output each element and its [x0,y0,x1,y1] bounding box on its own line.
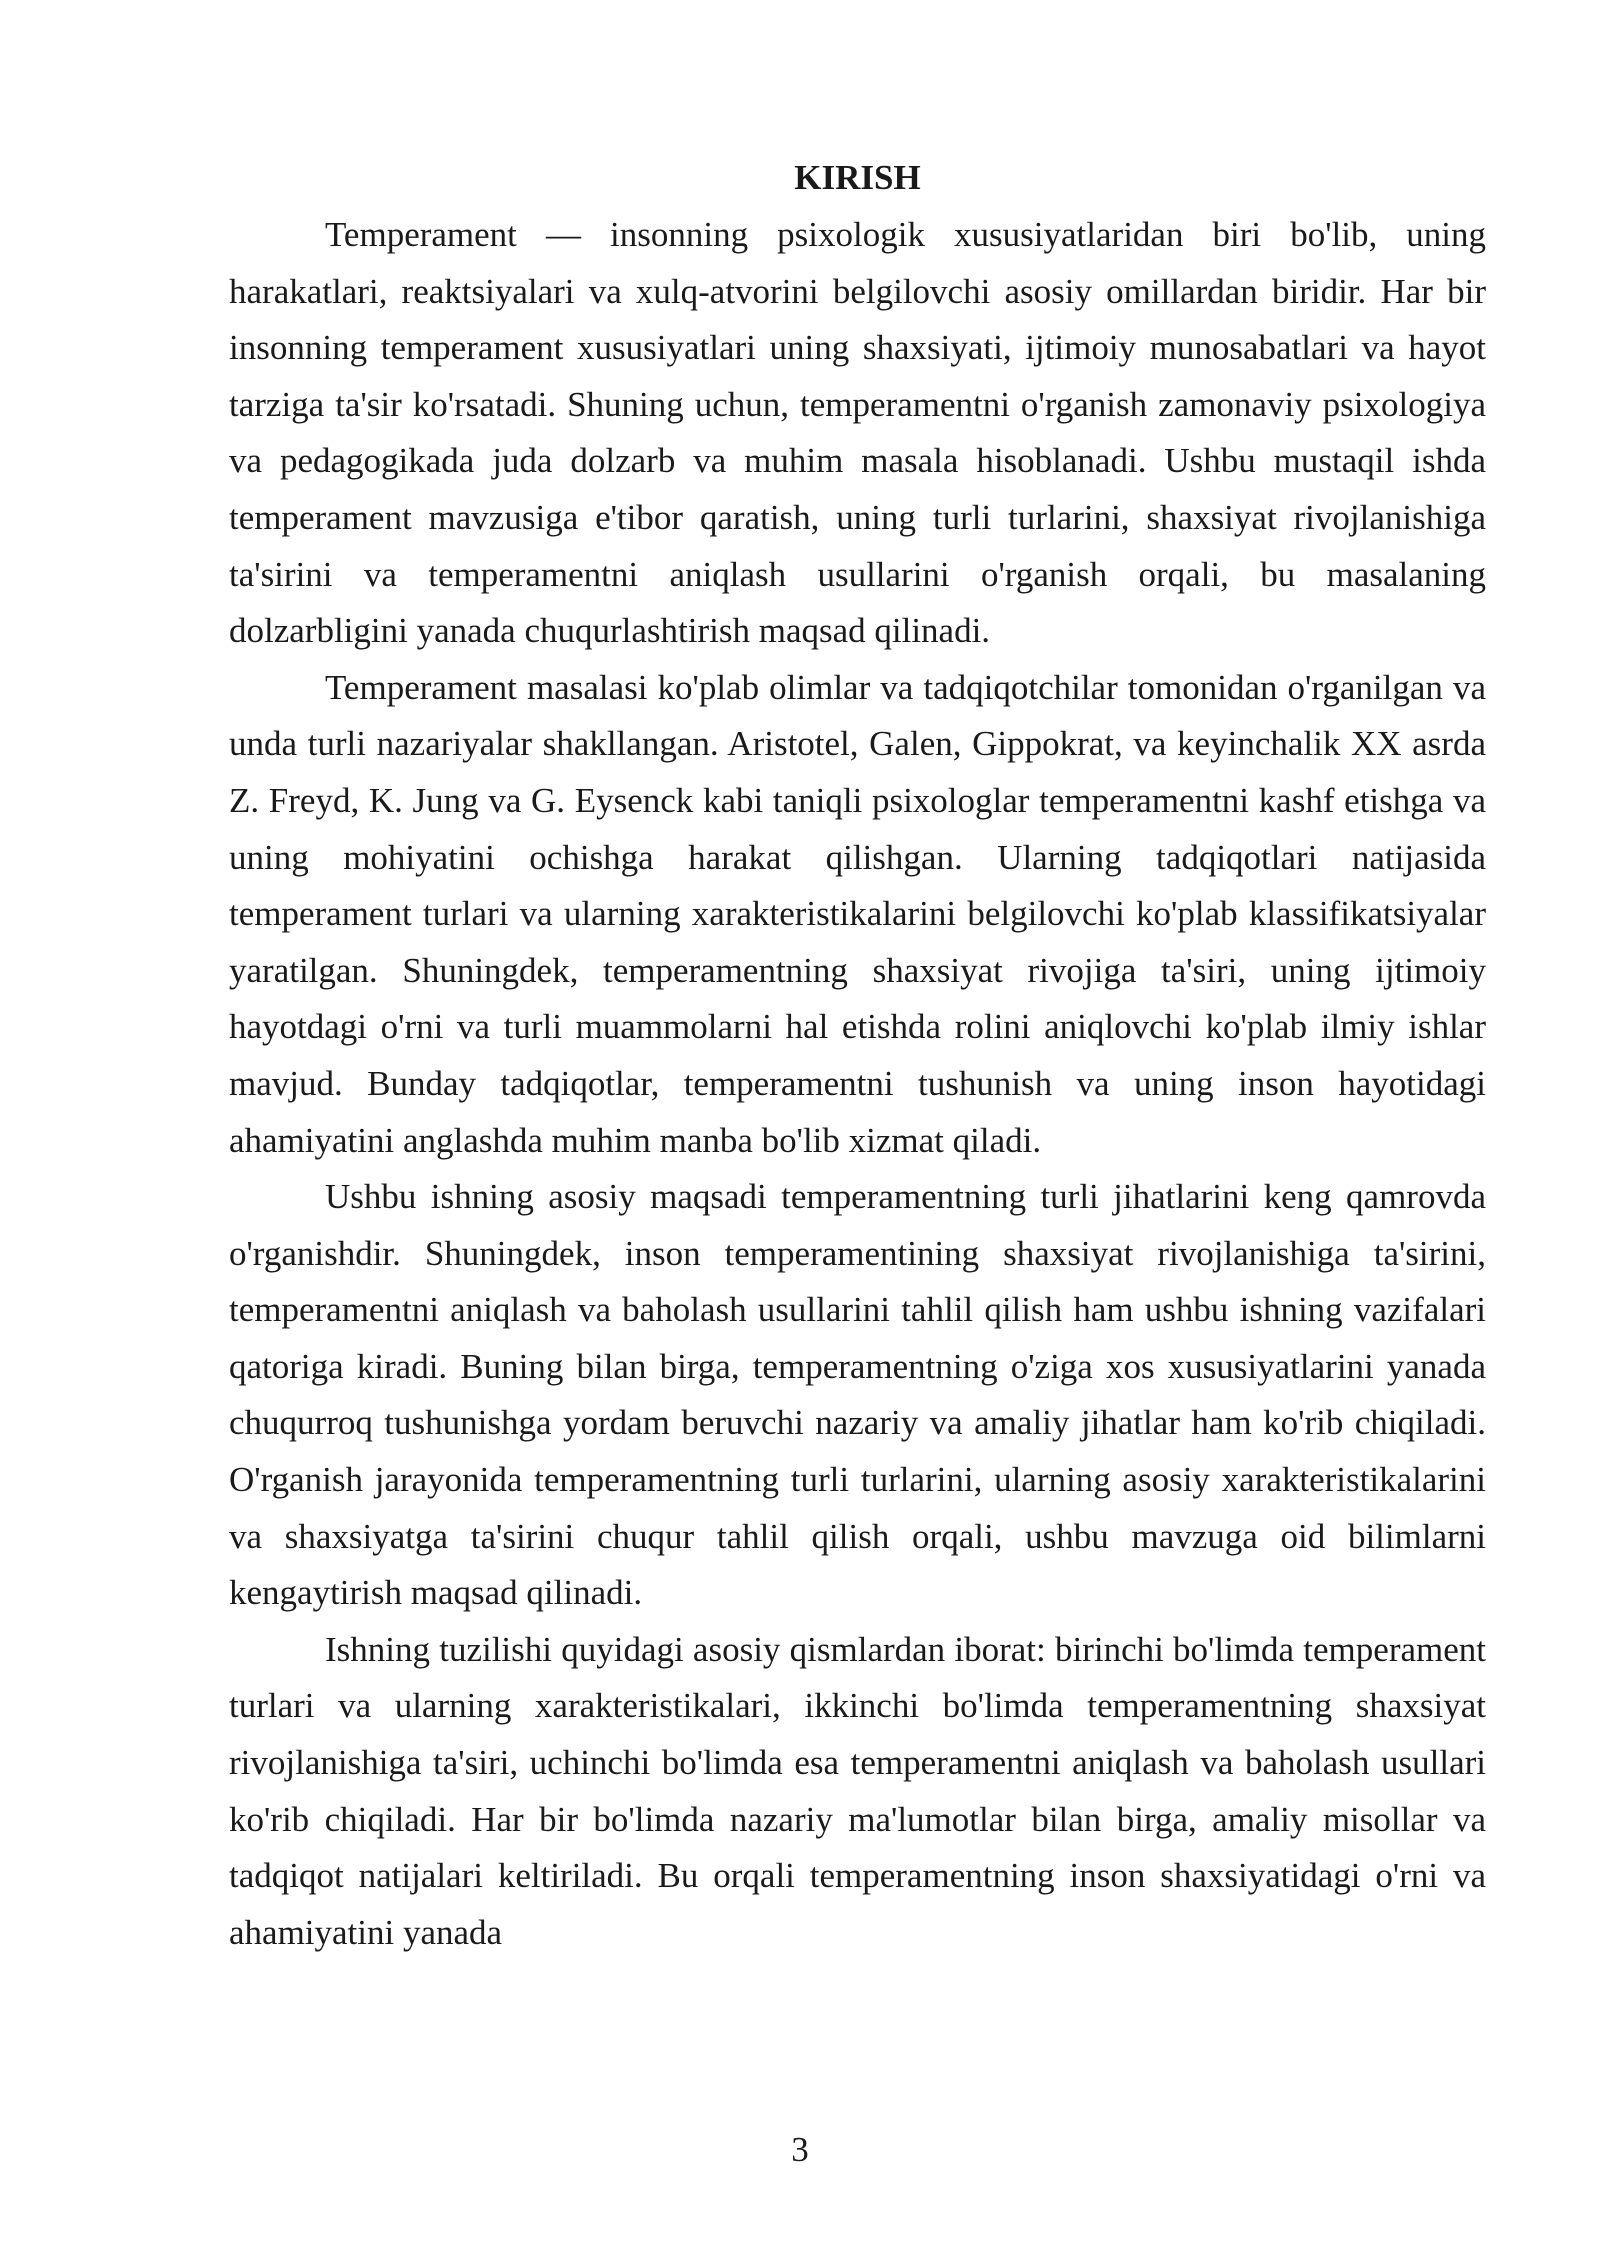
paragraph-3: Ushbu ishning asosiy maqsadi temperamentning turli jihatlarini keng qamrovda o'rganishdir. Shuningdek, inson temperamentining shaxsiyat rivojlanishiga ta'sirini, temperamentni aniqlash va baholash usullarini tahlil qilish ham ushbu ishning vazifalari qatoriga kiradi. Buning bilan birga, temperamentning o'ziga xos xususiyatlarini yanada chuqurroq tushunishga yordam beruvchi nazariy va amaliy jihatlar ham ko'rib chiqiladi. O'rganish jarayonida temperamentning turli turlarini, ularning asosiy xarakteristikalarini va shaxsiyatga ta'sirini chuqur tahlil qilish orqali, ushbu mavzuga oid bilimlarni kengaytirish maqsad qilinadi. [229,1177,1486,1613]
paragraph-1: Temperament — insonning psixologik xususiyatlaridan biri bo'lib, uning harakatlari, reaktsiyalari va xulq-atvorini belgilovchi asosiy omillardan biridir. Har bir insonning temperament xususiyatlari uning shaxsiyati, ijtimoiy munosabatlari va hayot tarziga ta'sir ko'rsatadi. Shuning uchun, temperamentni o'rganish zamonaviy psixologiya va pedagogikada juda dolzarb va muhim masala hisoblanadi. Ushbu mustaqil ishda temperament mavzusiga e'tibor qaratish, uning turli turlarini, shaxsiyat rivojlanishiga ta'sirini va temperamentni aniqlash usullarini o'rganish orqali, bu masalaning dolzarbligini yanada chuqurlashtirish maqsad qilinadi. [229,215,1486,651]
document-page [229,150,1486,1961]
paragraph-2: Temperament masalasi ko'plab olimlar va tadqiqotchilar tomonidan o'rganilgan va unda turli nazariyalar shakllangan. Aristotel, Galen, Gippokrat, va keyinchalik XX asrda Z. Freyd, K. Jung va G. Eysenck kabi taniqli psixologlar temperamentni kashf etishga va uning mohiyatini ochishga harakat qilishgan. Ularning tadqiqotlari natijasida temperament turlari va ularning xarakteristikalarini belgilovchi ko'plab klassifikatsiyalar yaratilgan. Shuningdek, temperamentning shaxsiyat rivojiga ta'siri, uning ijtimoiy hayotdagi o'rni va turli muammolarni hal etishda rolini aniqlovchi ko'plab ilmiy ishlar mavjud. Bunday tadqiqotlar, temperamentni tushunish va uning inson hayotidagi ahamiyatini anglashda muhim manba bo'lib xizmat qiladi. [229,667,1486,1160]
paragraph-4: Ishning tuzilishi quyidagi asosiy qismlardan iborat: birinchi bo'limda temperament turlari va ularning xarakteristikalari, ikkinchi bo'limda temperamentning shaxsiyat rivojlanishiga ta'siri, uchinchi bo'limda esa temperamentni aniqlash va baholash usullari ko'rib chiqiladi. Har bir bo'limda nazariy ma'lumotlar bilan birga, amaliy misollar va tadqiqot natijalari keltiriladi. Bu orqali temperamentning inson shaxsiyatidagi o'rni va ahamiyatini yanada [229,1629,1486,1952]
page-number: 3 [791,2130,809,2169]
section-title: KIRISH [794,158,921,197]
